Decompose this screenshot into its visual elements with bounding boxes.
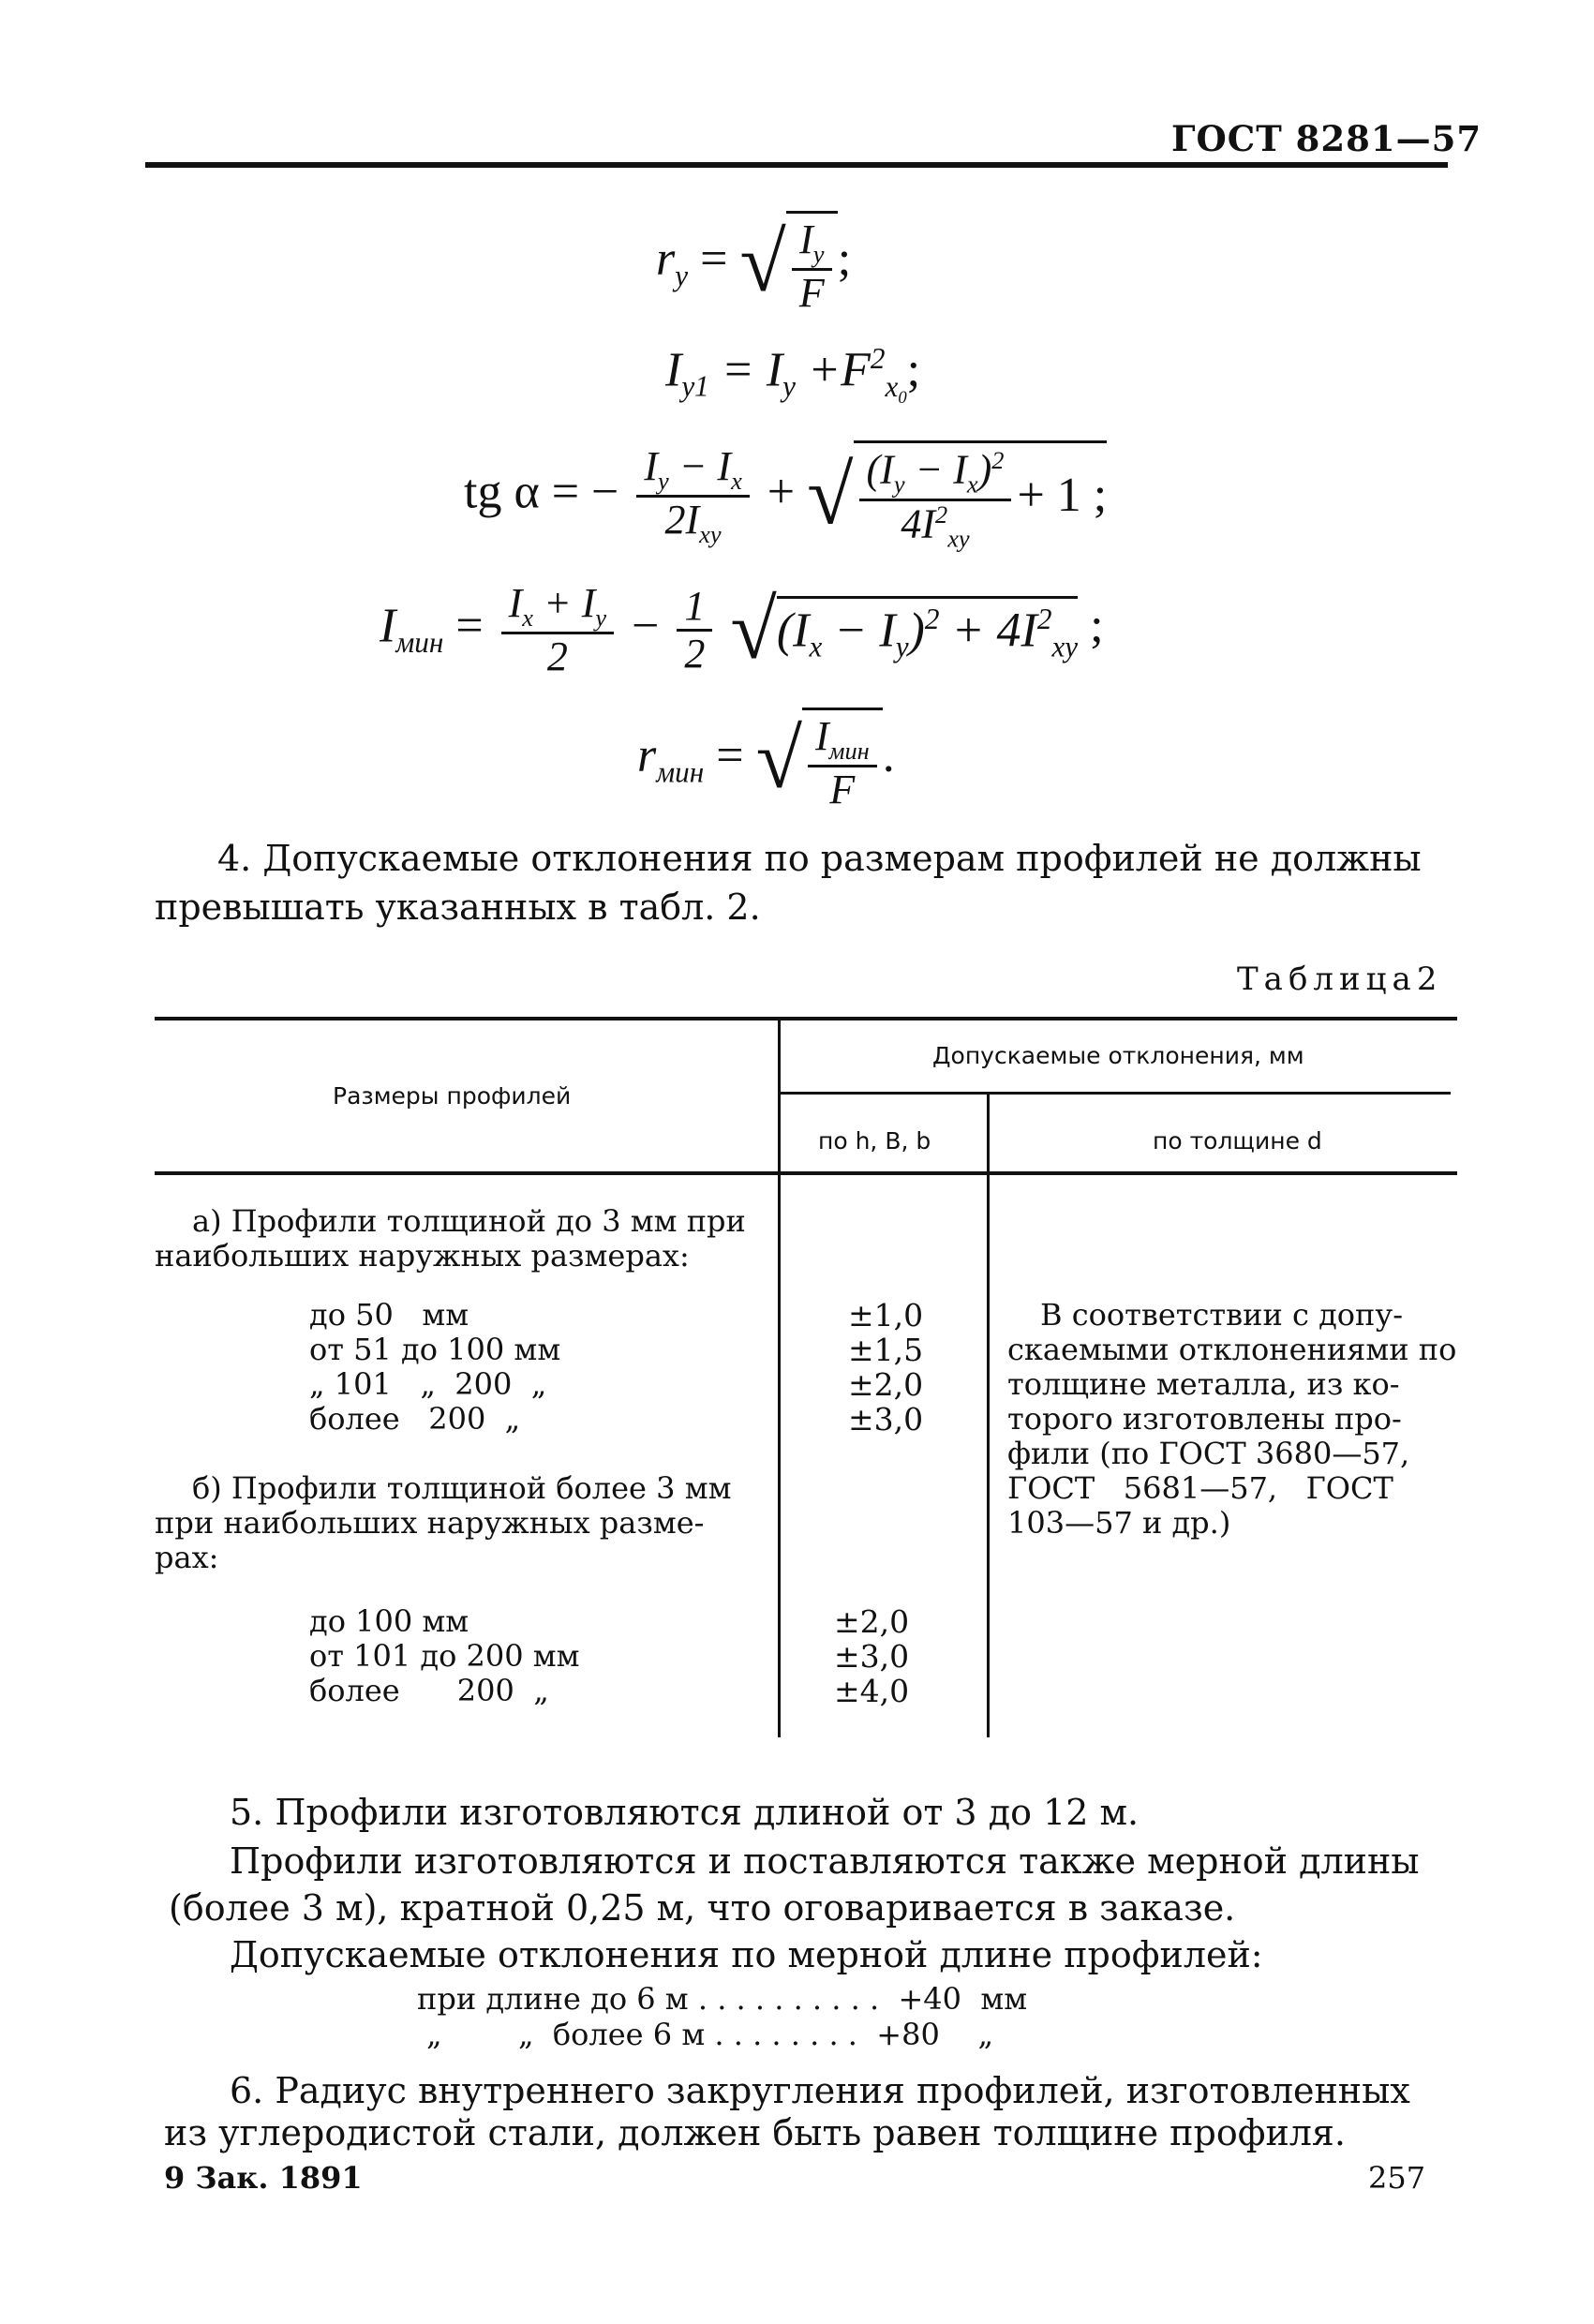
formula-ry-num-sub: y	[812, 239, 825, 268]
formula-imin-body: $(I_x - I_y)^2 + 4I^2_{xy}$	[777, 596, 1078, 664]
formula-tga-sqrt: √ $\frac{(I_y - I_x)^2}{4I^2_{xy}}$ + 1 ;	[807, 440, 1107, 552]
table-b-line2: при наибольших наружных разме-	[155, 1505, 705, 1541]
formula-ry-den: F	[798, 269, 825, 316]
formula-iy1-sub3: 0	[898, 387, 907, 408]
formula-ry: $r_y$ = √ $\frac{I_y}{F}$ ;	[656, 211, 851, 316]
formula-rmin-sqrt: √ $\frac{I_{мин}}{F}$	[756, 708, 883, 812]
formula-ry-num: I	[799, 216, 813, 262]
table-thickness-note-line: В соответствии с допу-	[1040, 1297, 1403, 1333]
section6-line1: 6. Радиус внутреннего закругления профилей, изготовленных	[230, 2070, 1410, 2111]
table-b-line3: рах:	[155, 1540, 219, 1575]
formula-tga-inner-num: $(I_y - I_x)^2$	[859, 447, 1012, 501]
formula-tga	[464, 440, 1107, 552]
table-top-rule	[155, 1017, 1457, 1020]
table-b-row-value: ±3,0	[834, 1638, 910, 1675]
formula-imin-den: 2	[546, 633, 568, 679]
table-col-divider-1	[778, 1175, 781, 1737]
table-a-row-label: более 200 „	[309, 1401, 521, 1437]
table-group-rule	[781, 1092, 1451, 1095]
formula-iy1-sub2: x	[885, 369, 899, 403]
formula-iy1-tail: ;	[906, 343, 921, 397]
formula-imin-lhs: I	[380, 599, 396, 653]
formula-ry-lhs-sub: y	[675, 259, 689, 292]
table-b-row-label: более 200 „	[309, 1673, 549, 1708]
table-thickness-note-line: толщине металла, из ко-	[1007, 1366, 1400, 1402]
formula-iy1	[665, 342, 920, 409]
formula-imin-half-den: 2	[684, 631, 706, 678]
formula-tga-tail: + 1 ;	[1017, 468, 1108, 522]
section4-line2: превышать указанных в табл. 2.	[155, 886, 761, 928]
section5-line2: Профили изготовляются и поставляются также мерной длины	[230, 1840, 1420, 1882]
table-a-row-value: ±2,0	[848, 1366, 924, 1403]
formula-iy1-rest: = I	[721, 343, 783, 397]
table-b-row-value: ±4,0	[834, 1673, 910, 1709]
table-b-line1: б) Профили толщиной более 3 мм	[192, 1470, 732, 1506]
formula-imin-half-num: 1	[677, 584, 712, 632]
section5-row1: при длине до 6 м . . . . . . . . . . +40 мм	[417, 1981, 1028, 2017]
section5-row2: „ „ более 6 м . . . . . . . . +80 „	[426, 2017, 994, 2052]
formula-ry-lhs: r	[656, 232, 676, 287]
table-a-line2: наибольших наружных размерах:	[155, 1238, 690, 1274]
table-thickness-note-line: ГОСТ 5681—57, ГОСТ	[1007, 1470, 1393, 1506]
formula-ry-sqrt: √ $\frac{I_y}{F}$	[739, 211, 837, 316]
formula-imin-tail: ;	[1090, 599, 1104, 653]
formula-rmin-tail: .	[882, 729, 895, 783]
footer-order-number: 9 Зак. 1891	[164, 2160, 363, 2196]
formula-imin-sqrt: $√(I_x - I_y)^2 + 4I^2_{xy}$	[730, 583, 1079, 677]
table-a-row-value: ±1,0	[848, 1297, 924, 1333]
table-head-rule	[155, 1171, 1457, 1175]
table-thickness-note-line: фили (по ГОСТ 3680—57,	[1007, 1436, 1410, 1471]
formula-iy1-lhs: I	[665, 343, 682, 397]
table-col-divider-2	[987, 1175, 990, 1737]
section6-line2: из углеродистой стали, должен быть равен толщине профиля.	[164, 2112, 1346, 2153]
formula-imin-num: $I_x + I_y$	[501, 581, 614, 634]
table-header-thickness: по толщине d	[1153, 1127, 1322, 1155]
formula-rmin-lhs: r	[637, 729, 657, 783]
table-b-row-label: от 101 до 200 мм	[309, 1638, 580, 1674]
header-rule	[145, 162, 1448, 168]
table-thickness-note-line: скаемыми отклонениями по	[1007, 1332, 1457, 1367]
formula-imin: $I_{мин}$ = $\frac{I_x + I_y}{2}$ − $\frac{1}{2}$ $√(I_x - I_y)^2 + 4I^2_{xy}$ ;	[380, 580, 1104, 679]
table-thickness-note-line: торого изготовлены про-	[1007, 1401, 1402, 1437]
section5-line4: Допускаемые отклонения по мерной длине профилей:	[230, 1934, 1263, 1975]
section4-line1: 4. Допускаемые отклонения по размерам профилей не должны	[217, 838, 1422, 879]
formula-iy1-rest-sub: y	[782, 369, 797, 403]
table-b-row-value: ±2,0	[834, 1603, 910, 1640]
formula-imin-lhs-sub: мин	[395, 625, 444, 659]
table-a-line1: а) Профили толщиной до 3 мм при	[192, 1203, 746, 1239]
table-a-row-label: „ 101 „ 200 „	[309, 1366, 547, 1402]
section5-line1: 5. Профили изготовляются длиной от 3 до 12 м.	[230, 1792, 1140, 1833]
table-header-sizes: Размеры профилей	[333, 1082, 572, 1110]
formula-rmin-den: F	[829, 766, 856, 812]
formula-rmin-lhs-sub: мин	[656, 755, 705, 789]
formula-tga-inner-den: $4I^2_{xy}$	[901, 499, 970, 552]
formula-tga-plus: +	[767, 465, 796, 519]
page-number: 257	[1368, 2160, 1426, 2196]
formula-tga-den: $2I_{xy}$	[664, 497, 722, 548]
table-header-hbb: по h, B, b	[818, 1127, 931, 1155]
formula-rmin-num: $I_{мин}$	[808, 714, 877, 767]
table-thickness-note-line: 103—57 и др.)	[1007, 1505, 1231, 1541]
table-a-row-value: ±1,5	[848, 1332, 924, 1368]
table-caption: Таблица2	[1237, 961, 1443, 998]
section5-line3: (более 3 м), кратной 0,25 м, что оговаривается в заказе.	[169, 1887, 1236, 1929]
formula-tga-lhs: tg α = −	[464, 465, 619, 519]
formula-iy1-sup: 2	[870, 342, 886, 375]
formula-imin-minus: −	[632, 599, 660, 653]
table-b-row-label: до 100 мм	[309, 1603, 469, 1639]
table-a-row-value: ±3,0	[848, 1401, 924, 1438]
table-a-row-label: до 50 мм	[309, 1297, 469, 1333]
formula-iy1-lhs-sub: y1	[681, 369, 709, 403]
formula-tga-num: $I_y - I_x$	[636, 444, 749, 498]
table-header-tolerances: Допускаемые отклонения, мм	[932, 1042, 1304, 1069]
formula-ry-tail: ;	[837, 232, 852, 287]
formula-rmin: $r_{мин}$ = √ $\frac{I_{мин}}{F}$ .	[637, 708, 895, 812]
document-code: ГОСТ 8281—57	[1171, 118, 1482, 159]
formula-iy1-plus: +F	[808, 343, 871, 397]
table-subhead-divider	[987, 1092, 990, 1171]
table-a-row-label: от 51 до 100 мм	[309, 1332, 561, 1367]
